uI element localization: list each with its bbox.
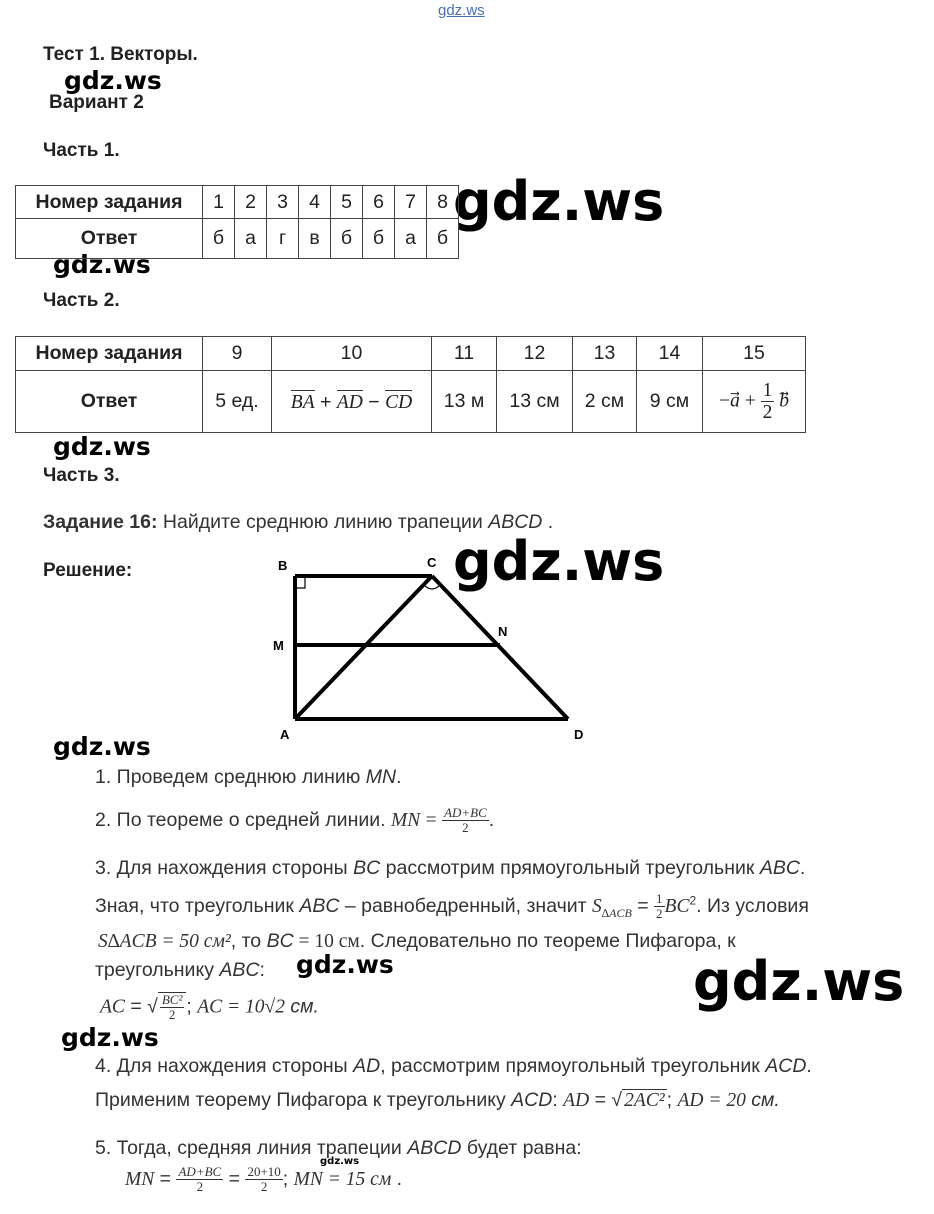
answer-cell: 2 см [573, 371, 637, 433]
watermark: gdz.ws [53, 432, 151, 461]
step-math: = 10 см [293, 931, 360, 952]
answer-cell-vector-expr: −a⃗ + $\frac{1}{2}$ b [703, 371, 806, 433]
step-math: AC = 10√2 [197, 996, 285, 1018]
step-text: . Следовательно по теореме Пифагора, к [359, 930, 736, 952]
point-label: A [280, 727, 290, 742]
step-math: MN [365, 766, 397, 788]
step-text: будет равна: [461, 1137, 582, 1159]
answer-cell: а [235, 219, 267, 259]
task16-statement: Задание 16: Найдите среднюю линию трапеции ABCD . [43, 511, 554, 533]
task-number: 13 [573, 337, 637, 371]
task-number: 11 [432, 337, 497, 371]
task-number: 9 [203, 337, 272, 371]
task-number: 4 [299, 186, 331, 219]
side-CD [432, 576, 568, 719]
step-unit: см. [290, 995, 319, 1018]
table-row [16, 219, 459, 259]
step-1: 1. Проведем среднюю линию MN. [95, 766, 402, 788]
step-5-line-1: 5. Тогда, средняя линия трапеции ABCD будет равна: [95, 1137, 582, 1159]
answer-cell: б [331, 219, 363, 259]
answer-cell: 13 см [497, 371, 573, 433]
task-number: 1 [203, 186, 235, 219]
row-label: Ответ [16, 219, 203, 259]
watermark: gdz.ws [53, 732, 151, 761]
point-label: D [574, 727, 584, 742]
step-math: AD = 20 [677, 1090, 746, 1111]
answer-cell: в [299, 219, 331, 259]
part2-title: Часть 2. [43, 290, 120, 311]
step-text: 3. Для нахождения стороны [95, 857, 354, 879]
part1-table [15, 185, 459, 259]
task-number: 3 [267, 186, 299, 219]
task-number: 2 [235, 186, 267, 219]
solution-label: Решение: [43, 560, 133, 581]
watermark: gdz.ws [453, 170, 665, 233]
step-4-line-1: 4. Для нахождения стороны AD, рассмотрим прямоугольный треугольник ACD. [95, 1055, 812, 1077]
trapezoid-figure [260, 550, 600, 750]
table-row [16, 337, 806, 371]
step-3-formula: AC = √ $\frac{\text{BC²}}{2}$ ; AC = 10√2 см. [100, 992, 319, 1023]
step-text: Применим теорему Пифагора к треугольнику [95, 1089, 512, 1111]
point-label: C [427, 555, 437, 570]
watermark: gdz.ws [64, 66, 162, 95]
condition-area: S∆ACB = 50 см² [98, 931, 231, 952]
watermark: gdz.ws [61, 1023, 159, 1052]
answer-cell: 5 ед. [203, 371, 272, 433]
step-text: 2. По теореме о средней линии. [95, 808, 386, 831]
step-4-line-2: Применим теорему Пифагора к треугольнику ACD: AD = √ 2AC² ; AD = 20 см. [95, 1089, 780, 1111]
task-number: 15 [703, 337, 806, 371]
task-number: 5 [331, 186, 363, 219]
answer-cell: б [363, 219, 395, 259]
row-label: Номер задания [16, 337, 203, 371]
task-number: 14 [637, 337, 703, 371]
variant-title: Вариант 2 [49, 92, 144, 113]
watermark: gdz.ws [693, 950, 905, 1013]
step-math: MN = 15 см [293, 1168, 392, 1190]
row-label: Ответ [16, 371, 203, 433]
row-label: Номер задания [16, 186, 203, 219]
answer-cell: 13 м [432, 371, 497, 433]
step-text: рассмотрим прямоугольный треугольник [380, 857, 760, 879]
answer-cell-vector-expr: BA + AD − CD [272, 371, 432, 433]
task-object: ABCD [488, 511, 543, 533]
step-text: – равнобедренный, значит [339, 894, 593, 917]
answer-cell: 9 см [637, 371, 703, 433]
step-text: . Из условия [696, 894, 809, 917]
table-row [16, 371, 806, 433]
answer-cell: а [395, 219, 427, 259]
task-text: Найдите среднюю линию трапеции [162, 511, 483, 533]
step-text: 5. Тогда, средняя линия трапеции [95, 1137, 408, 1159]
watermark: gdz.ws [320, 1156, 360, 1167]
part2-table [15, 336, 806, 433]
part1-title: Часть 1. [43, 140, 120, 161]
step-text: , то [230, 930, 267, 952]
step-unit: см. [751, 1089, 780, 1111]
watermark-link-top[interactable]: gdz.ws [438, 2, 485, 19]
watermark: gdz.ws [453, 530, 665, 593]
step-text: , рассмотрим прямоугольный треугольник [380, 1055, 766, 1077]
step-text: Зная, что треугольник [95, 894, 300, 917]
watermark: gdz.ws [296, 950, 394, 979]
task-number: 10 [272, 337, 432, 371]
diagonal-AC [295, 576, 432, 719]
step-text: треугольнику [95, 959, 220, 981]
step-2: 2. По теореме о средней линии. MN = $\frac{AD+BC}{2}$ . [95, 805, 495, 836]
task-number: 8 [427, 186, 459, 219]
task-number: 6 [363, 186, 395, 219]
watermark: gdz.ws [53, 250, 151, 279]
answer-cell: б [427, 219, 459, 259]
step-text: 4. Для нахождения стороны [95, 1055, 354, 1077]
point-label: N [498, 624, 508, 639]
step-3-line-2: Зная, что треугольник ABC – равнобедренный, значит $S_{\Delta ACB}$ = $\frac{1}{2}$ $BC^2$. Из условия [95, 891, 809, 922]
step-3-line-1: 3. Для нахождения стороны BC рассмотрим прямоугольный треугольник ABC. [95, 857, 806, 879]
answer-cell: б [203, 219, 235, 259]
part3-title: Часть 3. [43, 465, 120, 486]
step-3-line-4: треугольнику ABC: [95, 959, 265, 981]
step-5-formula: MN = $\frac{AD+BC}{2}$ = $\frac{20+10}{2}$ ; MN = 15 см . [125, 1164, 403, 1195]
answer-cell: г [267, 219, 299, 259]
step-3-line-3: S∆ACB = 50 см², то BC = 10 см. Следовательно по теореме Пифагора, к [98, 930, 736, 952]
task-number: 12 [497, 337, 573, 371]
task-label: Задание 16: [43, 511, 158, 533]
point-label: M [273, 638, 284, 653]
table-row [16, 186, 459, 219]
step-text: 1. Проведем среднюю линию [95, 766, 366, 788]
test-title: Тест 1. Векторы. [43, 44, 198, 65]
task-number: 7 [395, 186, 427, 219]
point-label: B [278, 558, 288, 573]
